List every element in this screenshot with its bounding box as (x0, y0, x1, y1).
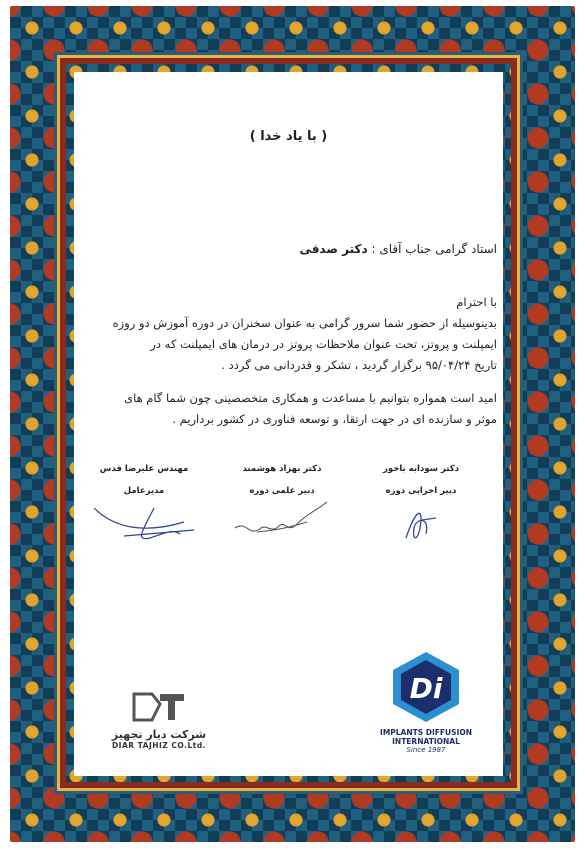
letter-body (87, 292, 497, 430)
signer-role: دبیر اجرایی دوره (385, 486, 457, 496)
paragraph-line-3: تاریخ ۹۵/۰۴/۲۴ برگزار گردید ، تشکر و قدردانی می گردد . (221, 358, 497, 372)
di-company-line-2: INTERNATIONAL (392, 737, 460, 746)
recipient-name: دکتر صدقی (299, 242, 368, 256)
handwritten-signature-icon (227, 498, 337, 548)
implants-diffusion-logo (371, 650, 481, 754)
signature-block-executive (361, 464, 481, 548)
paragraph-line-1: بدینوسیله از حضور شما سرور گرامی به عنوان سخنران در دوره آموزش دو روزه (112, 316, 497, 330)
dt-mark-icon (130, 690, 188, 724)
signature-block-scientific (222, 464, 342, 548)
closing-line-1: امید است همواره بتوانیم با مساعدت و همکاری متخصصینی چون شما گام های (124, 391, 497, 405)
di-hexagon-logo-icon (389, 650, 463, 724)
svg-text:Di: Di (409, 672, 443, 705)
handwritten-signature-icon (386, 498, 456, 548)
signer-role: دبیر علمی دوره (249, 486, 315, 496)
dt-name-fa: شرکت دیار تجهیز (111, 728, 207, 741)
signer-name: مهندس علیرضا قدس (99, 464, 189, 474)
diar-tajhiz-logo (104, 690, 214, 750)
paragraph-line-2: ایمپلنت و پروتز، تحت عنوان ملاحظات پروتز در درمان های ایمپلنت که در (150, 337, 497, 351)
signature-block-ceo (84, 464, 204, 548)
salutation: با احترام (456, 295, 497, 309)
di-company-line-1: IMPLANTS DIFFUSION (380, 728, 472, 737)
basmala-heading: ( با یاد خدا ) (249, 129, 328, 144)
di-since: Since 1987 (406, 746, 446, 754)
signer-name: دکتر بهزاد هوشمند (242, 464, 322, 474)
greeting-line (299, 242, 497, 256)
certificate-paper (74, 72, 503, 776)
greeting-prefix: استاد گرامی جناب آقای : (371, 242, 497, 256)
handwritten-signature-icon (84, 498, 204, 548)
dt-name-en: DIAR TAJHIZ CO.Ltd. (111, 741, 207, 750)
closing-line-2: موثر و سازنده ای در جهت ارتقا، و توسعه فناوری در کشور برداریم . (172, 412, 497, 426)
signer-role: مدیرعامل (123, 486, 165, 496)
signer-name: دکتر سودابه باخور (382, 464, 460, 474)
